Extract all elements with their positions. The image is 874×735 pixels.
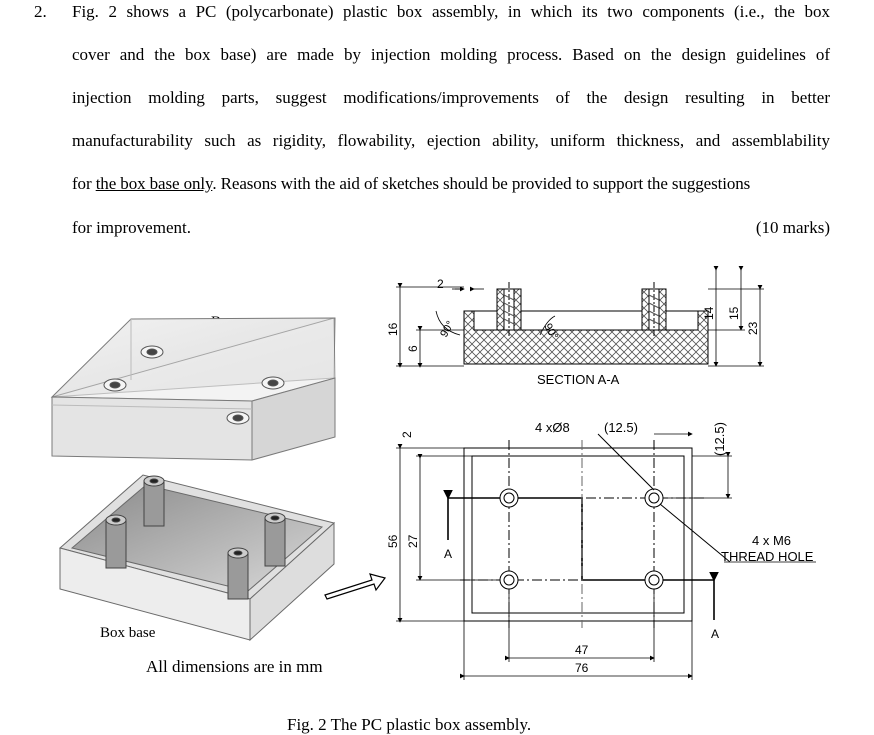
dim-2-left: 2 xyxy=(400,431,414,438)
plan-view xyxy=(448,440,714,628)
dim-56: 56 xyxy=(386,534,400,548)
thread-callout-2: THREAD HOLE xyxy=(721,549,814,564)
spacing-callout: (12.5) xyxy=(604,420,638,435)
dim-23: 23 xyxy=(746,321,760,335)
dim-15: 15 xyxy=(727,306,741,320)
marks-label: (10 marks) xyxy=(755,218,830,237)
question-line-1: Fig. 2 shows a PC (polycarbonate) plastic box assembly, in which its two components (i.e., the box xyxy=(72,2,830,21)
question-line-4: manufacturability such as rigidity, flowability, ejection ability, uniform thickness, and assemblability xyxy=(72,131,830,150)
dim-90-right: 90° xyxy=(541,321,561,342)
question-number: 2. xyxy=(34,2,47,21)
hole-callout: 4 xØ8 xyxy=(535,420,570,435)
question-line-5-pre: for xyxy=(72,174,96,193)
section-mark-right: A xyxy=(711,627,720,641)
dim-27: 27 xyxy=(406,534,420,548)
spacing-callout-vertical: (12.5) xyxy=(712,422,727,456)
units-note: All dimensions are in mm xyxy=(146,657,323,676)
dim-76: 76 xyxy=(575,661,589,675)
question-line-6: for improvement. xyxy=(72,218,191,237)
question-line-2: cover and the box base) are made by injection molding process. Based on the design guidelines of xyxy=(72,45,830,64)
dim-90-left: 90° xyxy=(438,319,457,340)
view-arrow xyxy=(325,574,385,599)
dim-14: 14 xyxy=(702,306,716,320)
underlined-phrase: the box base only xyxy=(95,174,213,193)
question-line-5-post: . Reasons with the aid of sketches should be provided to support the suggestions xyxy=(212,174,751,193)
dim-16: 16 xyxy=(386,322,400,336)
section-a-a xyxy=(464,282,708,364)
dim-47: 47 xyxy=(575,643,589,657)
dim-6: 6 xyxy=(406,345,420,352)
box-base-3d xyxy=(60,475,334,640)
thread-callout-1: 4 x M6 xyxy=(752,533,792,548)
dim-2-top: 2 xyxy=(437,277,444,291)
question-line-3: injection molding parts, suggest modifications/improvements of the design resulting in better xyxy=(72,88,830,107)
box-cover-3d xyxy=(52,318,335,460)
section-title: SECTION A-A xyxy=(537,372,620,387)
box-base-label: Box base xyxy=(100,625,156,641)
section-mark-left: A xyxy=(444,547,453,561)
figure-caption: Fig. 2 The PC plastic box assembly. xyxy=(287,715,532,734)
